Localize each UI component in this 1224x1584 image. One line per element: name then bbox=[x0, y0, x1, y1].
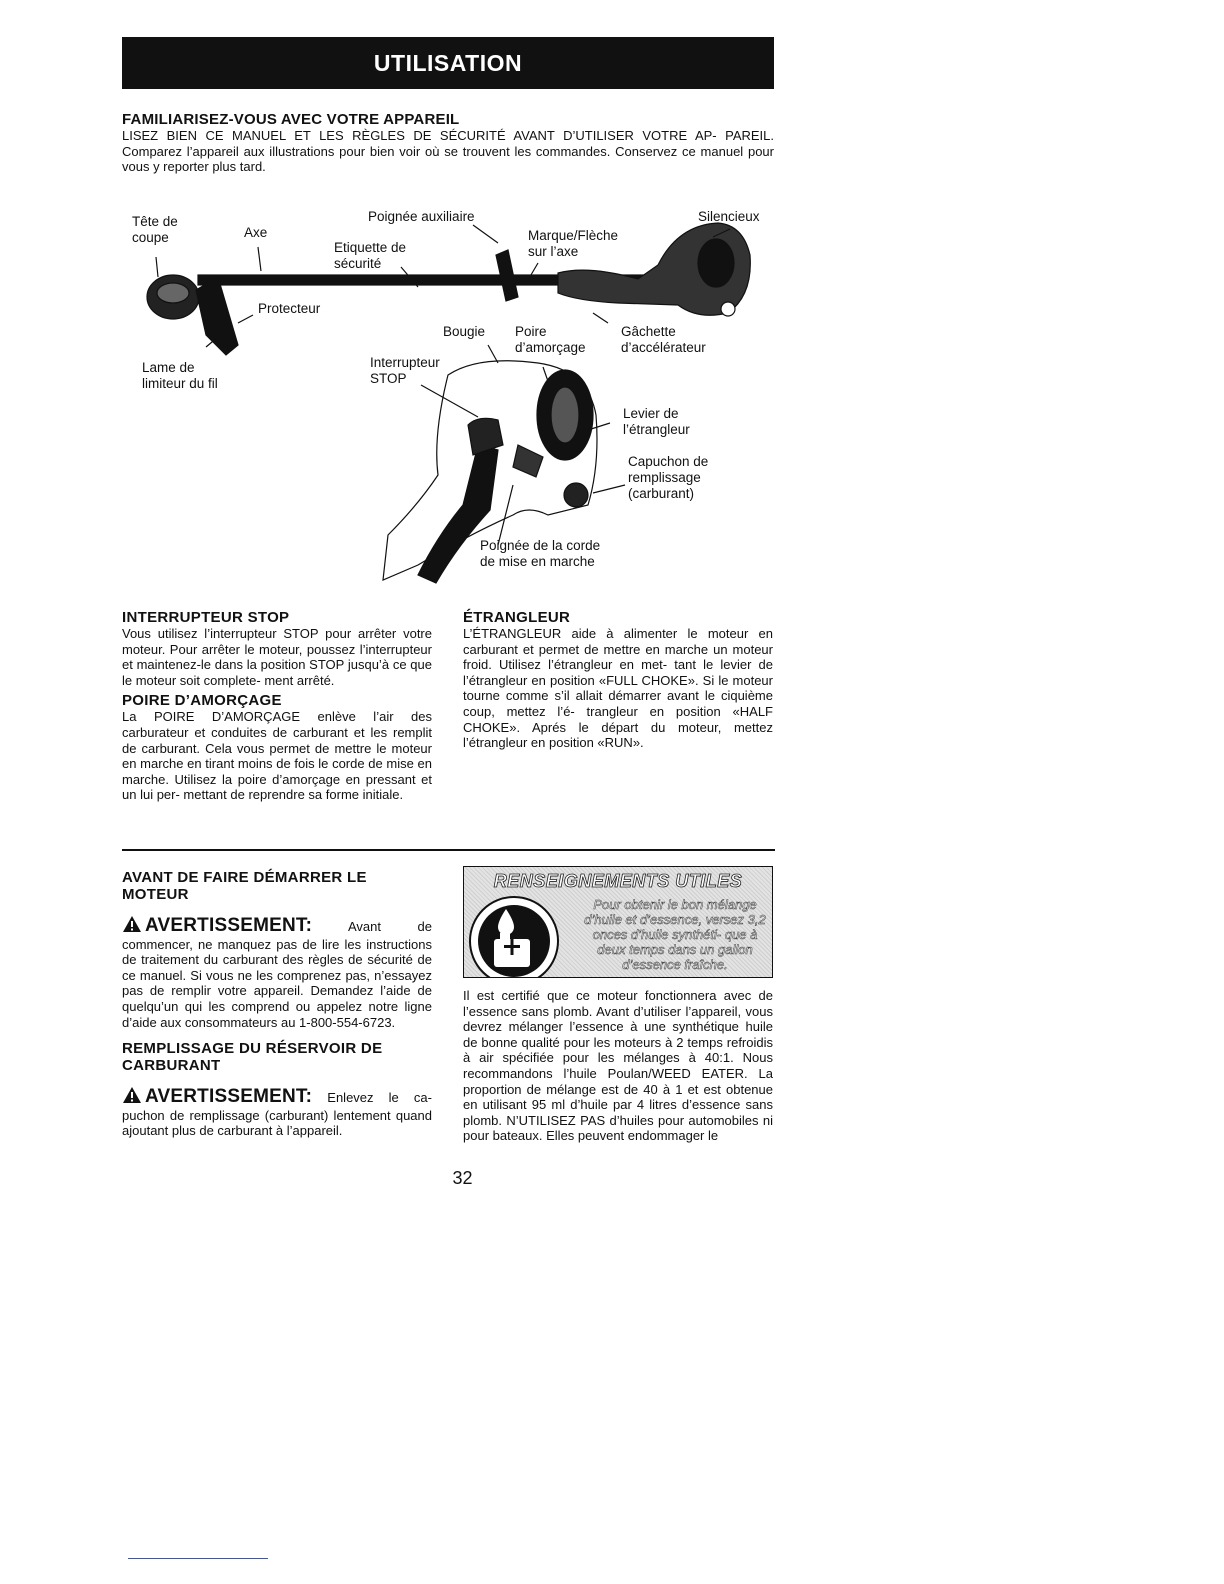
remplissage-warning-title: AVERTISSEMENT: bbox=[145, 1086, 313, 1108]
section-divider bbox=[122, 849, 775, 851]
avant-warning-text: Avant de commencer, ne manquez pas de lire les instructions de traitement du carburant des règles de sécurité de ce manuel. Si vous ne les comprenez pas, n’essayez pas de remplir votre appareil. Demandez l’aide de quelqu’un qui les comprend ou appelez notre ligne d’aide aux consommateurs au 1-800-554-6723. bbox=[122, 919, 432, 1030]
label-capuchon: Capuchon de remplissage (carburant) bbox=[628, 454, 709, 501]
label-levier-etrangleur: Levier de l’étrangleur bbox=[623, 406, 690, 437]
renseignements-box bbox=[463, 866, 773, 978]
poire-text: La POIRE D’AMORÇAGE enlève l’air des carburateur et conduites de carburant et les remplit de carburant. Cela vous permet de mettre le moteur en marche en tirant moins de fois le corde de mise en marche. Utilisez la poire d’amorçage en pressant et un lui per- mettant de reprendre sa forme initiale. bbox=[122, 709, 432, 803]
oil-can-icon bbox=[464, 895, 574, 978]
column-left-bottom bbox=[122, 866, 432, 1139]
intro-text: LISEZ BIEN CE MANUEL ET LES RÈGLES DE SÉCURITÉ AVANT D’UTILISER VOTRE AP- PAREIL. Comparez l’appareil aux illustrations pour bien voir où se trouvent les commandes. Conservez ce manuel pour vous y reporter plus tard. bbox=[122, 128, 774, 175]
avant-heading: AVANT DE FAIRE DÉMARRER LE MOTEUR bbox=[122, 869, 367, 903]
label-marque-fleche: Marque/Flèche sur l’axe bbox=[528, 228, 619, 259]
label-interrupteur-stop: Interrupteur STOP bbox=[370, 355, 440, 386]
remplissage-heading: REMPLISSAGE DU RÉSERVOIR DE CARBURANT bbox=[122, 1040, 383, 1075]
huile-text: Il est certifié que ce moteur fonctionnera avec de l’essence sans plomb. Avant d’utiliser l’appareil, vous devrez mélanger l’essence à une synthétique huile de bonne qualité pour les moteurs à 2 temps refroidis à air spécifiée pour les mélanges à 40:1. Nous recommandons l’huile Poulan/WEED EATER. La proportion de mélange est de 40 à 1 et est obtenue en utilisant 95 ml d’huile par 4 litres d’essence sans plomb. N’UTILISEZ PAS d’huiles pour automobiles ni pour bateaux. Elles peuvent endommager le bbox=[463, 988, 773, 1144]
page-banner: UTILISATION bbox=[122, 37, 774, 89]
intro-heading: FAMILIARISEZ-VOUS AVEC VOTRE APPAREIL bbox=[122, 111, 460, 128]
avant-warning bbox=[122, 915, 432, 1030]
label-lame-limiteur: Lame de limiteur du fil bbox=[142, 360, 218, 391]
label-bougie: Bougie bbox=[443, 324, 486, 339]
label-protecteur: Protecteur bbox=[258, 301, 321, 316]
label-gachette: Gâchette d’accélérateur bbox=[621, 324, 706, 355]
label-etiquette-securite: Etiquette de sécurité bbox=[334, 240, 407, 271]
renseignements-text: Pour obtenir le bon mélange d’huile et d’essence, versez 3,2 onces d’huile synthéti- que à deux temps dans un gallon d’essence fraîche. bbox=[584, 897, 766, 972]
label-poire-amorcage: Poire d’amorçage bbox=[515, 324, 586, 355]
intro-section bbox=[122, 112, 774, 175]
label-silencieux: Silencieux bbox=[698, 209, 760, 224]
column-right-bottom bbox=[463, 866, 773, 1144]
fuel-cap-shape bbox=[564, 483, 588, 507]
warning-icon bbox=[122, 1086, 142, 1108]
etrangleur-text: L’ÉTRANGLEUR aide à alimenter le moteur en carburant et permet de mettre en marche un moteur froid. Utilisez l’étrangleur en met- tant le levier de l’étrangleur en position «FULL CHOKE». Si le moteur tourne comme s’il allait démarrer avant le ciquième coup, mettez l’é- trangleur en position «HALF CHOKE». Aprés le départ du moteur, mettez l’étrangleur en position «RUN». bbox=[463, 626, 773, 751]
stop-heading: INTERRUPTEUR STOP bbox=[122, 609, 290, 626]
column-left-top bbox=[122, 606, 432, 803]
remplissage-warning bbox=[122, 1086, 432, 1139]
label-tete-de-coupe: Tête de coupe bbox=[132, 214, 178, 245]
guard-shape bbox=[196, 277, 238, 355]
label-poignee-corde: Poignée de la corde de mise en marche bbox=[480, 538, 601, 569]
etrangleur-heading: ÉTRANGLEUR bbox=[463, 609, 571, 626]
avant-warning-title: AVERTISSEMENT: bbox=[145, 915, 313, 936]
column-right-top bbox=[463, 606, 773, 751]
footer-rule bbox=[128, 1558, 268, 1559]
label-poignee-auxiliaire: Poignée auxiliaire bbox=[368, 209, 475, 224]
remplissage-warning-text: Enlevez le ca- puchon de remplissage (carburant) lentement quand ajoutant plus de carburant à l’appareil. bbox=[122, 1090, 432, 1139]
poire-heading: POIRE D’AMORÇAGE bbox=[122, 692, 282, 710]
label-axe: Axe bbox=[244, 225, 268, 240]
renseignements-title: RENSEIGNEMENTS UTILES bbox=[493, 871, 743, 891]
trimmer-diagram bbox=[118, 205, 788, 590]
warning-icon bbox=[122, 915, 142, 937]
stop-text: Vous utilisez l’interrupteur STOP pour arrêter votre moteur. Pour arrêter le moteur, poussez l’interrupteur et maintenez-le dans la position STOP jusqu’à ce que le moteur soit complete- ment arrêté. bbox=[122, 626, 432, 688]
page-number: 32 bbox=[452, 1168, 473, 1188]
trimmer-illustration bbox=[118, 205, 788, 590]
